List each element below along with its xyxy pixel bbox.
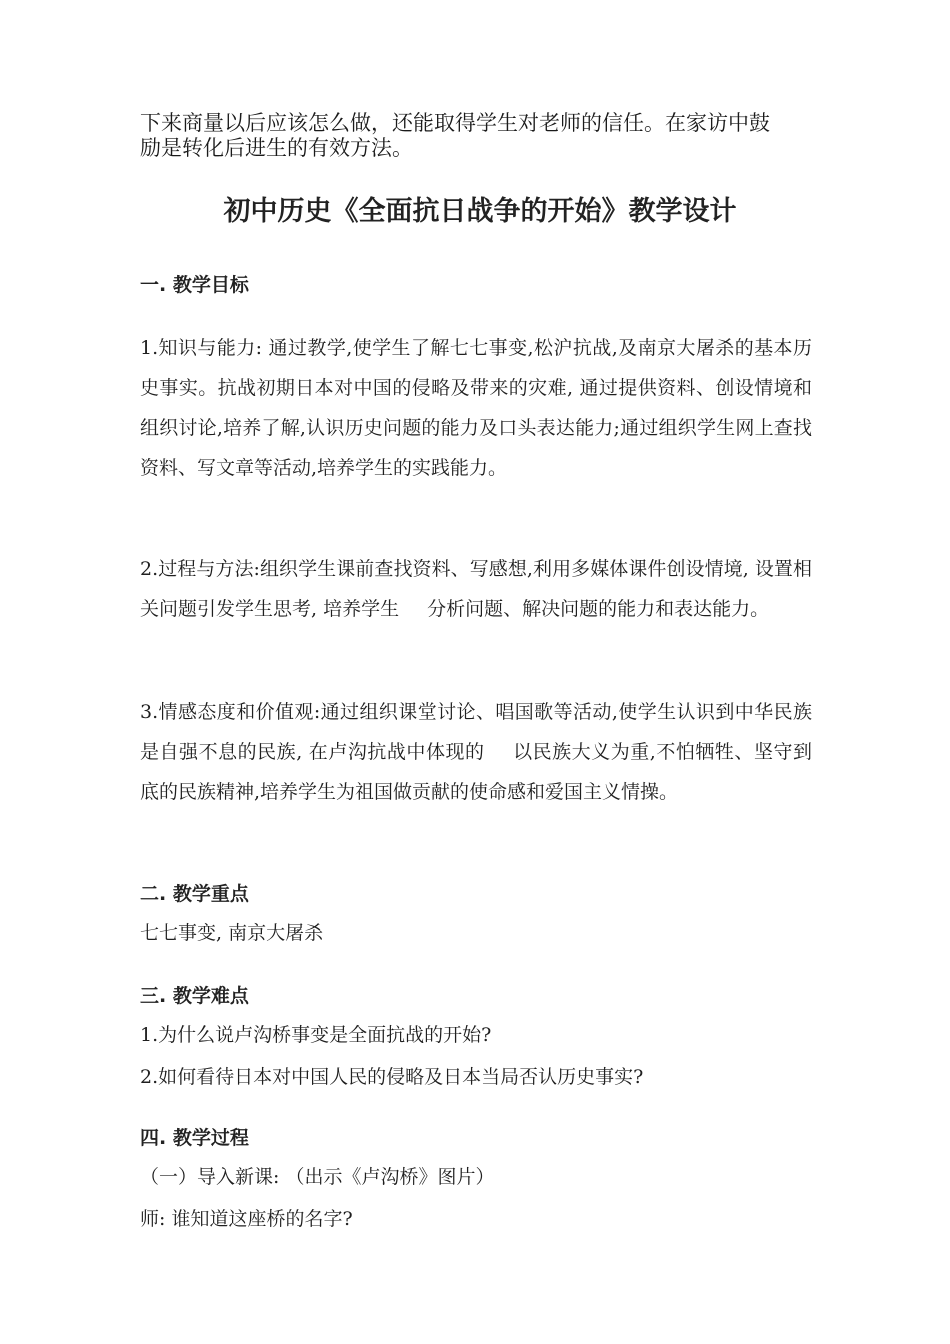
goal-process-method xyxy=(140,549,812,629)
intro-paragraph xyxy=(140,111,820,161)
intro-line-1: 下来商量以后应该怎么做，还能取得学生对老师的信任。在家访中鼓 xyxy=(140,111,770,135)
key-points-text: 七七事变, 南京大屠杀 xyxy=(140,922,324,944)
heading-teaching-goals: 一. 教学目标 xyxy=(140,274,249,296)
goal-emotion-values xyxy=(140,692,812,812)
difficulty-item-2: 2.如何看待日本对中国人民的侵略及日本当局否认历史事实? xyxy=(140,1066,644,1088)
heading-teaching-process: 四. 教学过程 xyxy=(140,1127,249,1149)
goal-emotion-values-part-2: 以民族大义为重,不怕牺牲、坚守到底的民族精神,培养学生为祖国做贡献的使命感和爱国主义情操。 xyxy=(140,741,812,803)
goal-process-method-part-1: 2.过程与方法:组织学生课前查找资料、写感想,利用多媒体课件创设情境, 设置相关问题引发学生思考, 培养学生 xyxy=(140,558,812,620)
document-title: 初中历史《全面抗日战争的开始》教学设计 xyxy=(223,196,737,227)
goal-emotion-values-part-1: 3.情感态度和价值观:通过组织课堂讨论、唱国歌等活动,使学生认识到中华民族是自强不息的民族, 在卢沟抗战中体现的 xyxy=(140,701,812,763)
heading-difficulties: 三. 教学难点 xyxy=(140,985,249,1007)
goal-process-method-part-2: 分析问题、解决问题的能力和表达能力。 xyxy=(427,598,770,620)
intro-line-2: 励是转化后进生的有效方法。 xyxy=(140,136,413,160)
process-line-1: （一）导入新课: （出示《卢沟桥》图片） xyxy=(140,1166,495,1188)
difficulty-item-1: 1.为什么说卢沟桥事变是全面抗战的开始? xyxy=(140,1024,492,1046)
goal-knowledge-ability: 1.知识与能力: 通过教学,使学生了解七七事变,松沪抗战,及南京大屠杀的基本历史事实。抗战初期日本对中国的侵略及带来的灾难, 通过提供资料、创设情境和组织讨论,培养了解,认识历史问题的能力及口头表达能力;通过组织学生网上查找资料、写文章等活动,培养学生的实践能力。 xyxy=(140,337,812,479)
heading-key-points: 二. 教学重点 xyxy=(140,883,249,905)
process-line-2: 师: 谁知道这座桥的名字? xyxy=(140,1208,353,1230)
